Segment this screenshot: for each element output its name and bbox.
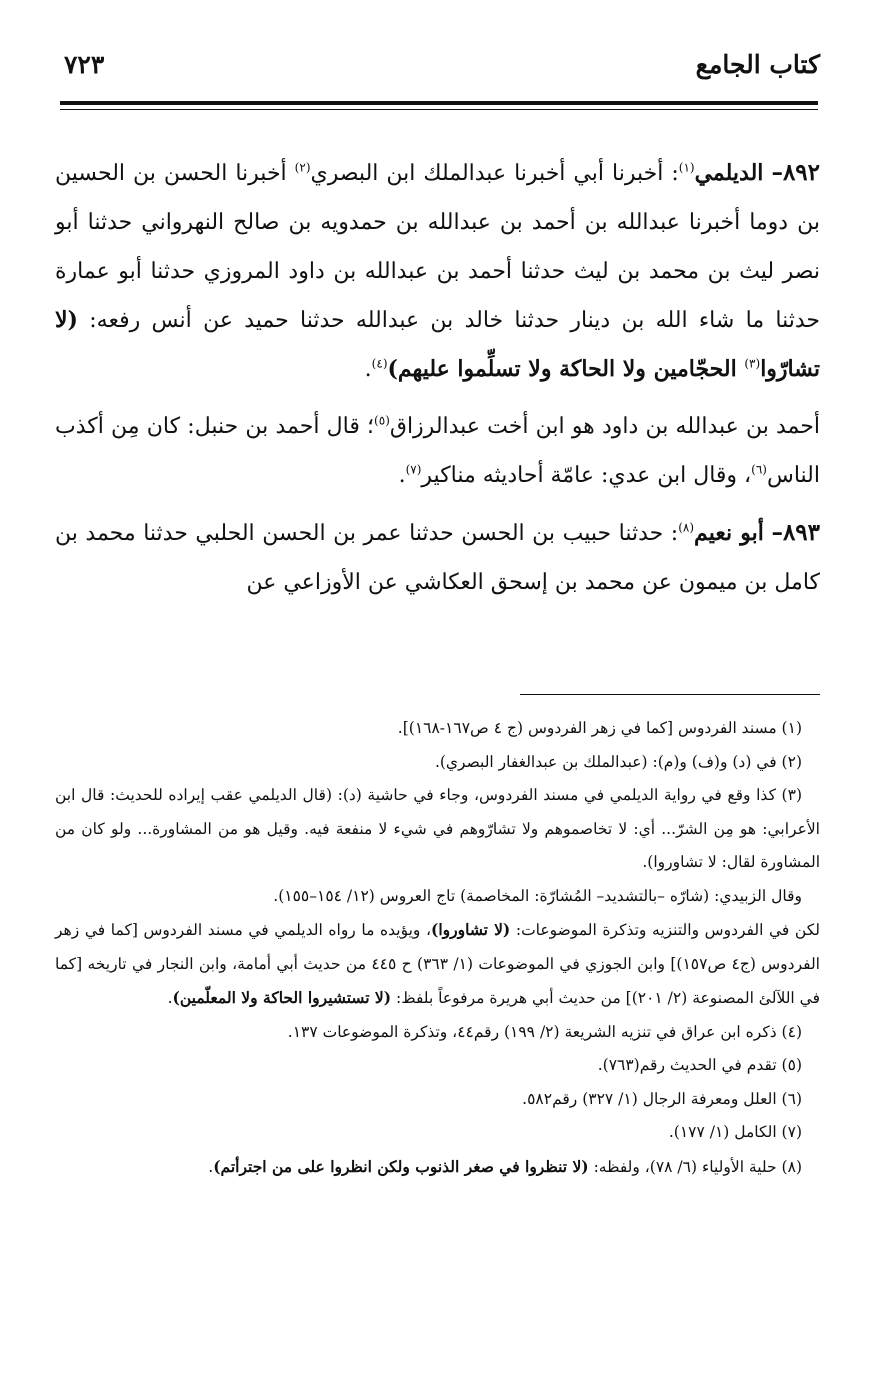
footnote-bold-quote: (لا تنظروا في صغر الذنوب ولكن انظروا على من اجترأتم) — [213, 1156, 589, 1176]
comment-text: أحمد بن عبدالله بن داود هو ابن أخت عبدالرزاق — [389, 414, 820, 439]
comment-text: ؛ قال أحمد بن حنبل: كان مِن أكذب الناس — [55, 414, 820, 488]
narrator-comment — [55, 402, 820, 500]
punctuation: . — [364, 357, 372, 382]
footnote-4: (٤) ذكره ابن عراق في تنزيه الشريعة (٢/ ١٩٩) رقم٤٤، وتذكرة الموضوعات ١٣٧. — [287, 1022, 802, 1041]
footnotes — [55, 712, 820, 1184]
hadith-number: ٨٩٣– — [771, 519, 821, 546]
footnote-ref: (٦) — [751, 462, 767, 477]
hadith-number: ٨٩٢– — [771, 159, 821, 186]
footnote-ref: (١) — [678, 160, 695, 175]
page-number: ٧٢٣ — [64, 50, 105, 79]
header-rule-thin — [60, 109, 818, 110]
footnote-ref: (٧) — [405, 462, 422, 477]
footnote-1: (١) مسند الفردوس [كما في زهر الفردوس (ج ٤ ص١٦٧-١٦٨)]. — [397, 719, 802, 737]
footnote-bold-quote: (لا تستشيروا الحاكة ولا المعلّمين) — [172, 988, 392, 1007]
isnad-text: : حدثنا حبيب بن الحسن حدثنا عمر بن الحسن الحلبي حدثنا محمد بن كامل بن ميمون عن محمد بن إسحق العكاشي عن الأوزاعي عن — [55, 521, 820, 595]
header-rule-thick — [60, 101, 818, 105]
hadith-892 — [55, 148, 820, 394]
footnote-ref: (٥) — [374, 413, 390, 428]
isnad-text: أخبرنا الحسن بن الحسين بن دوما أخبرنا عبدالله بن أحمد بن عبدالله بن حمدويه بن صالح النهرواني حدثنا أبو نصر ليث بن محمد بن ليث حدثنا أحمد بن عبدالله بن داود المروزي حدثنا أبو عمارة حدثنا ما شاء الله بن دينار حدثنا خالد بن عبدالله حدثنا حميد عن أنس رفعه: — [55, 161, 820, 333]
footnote-3: (٣) كذا وقع في رواية الديلمي في مسند الفردوس، وجاء في حاشية (د): (قال الديلمي عقب إيراده للحديث: قال ابن الأعرابي: هو مِن الشرّ... أي: لا تخاصموهم ولا تشارّوهم في شيء لا منفعة فيه. وقيل هو من المشاورة... ولو كان من المشاورة لقال: لا تشاوروا). — [55, 786, 820, 871]
matn-quote: (لا تشارّوا — [55, 307, 820, 382]
footnote-7: (٧) الكامل (١/ ١٧٧). — [668, 1123, 802, 1141]
punctuation: . — [167, 989, 173, 1007]
footnote-3-continued: وقال الزبيدي: (شارّه –بالتشديد– المُشارّة: المخاصمة) تاج العروس (١٢/ ١٥٤–١٥٥). — [273, 886, 802, 905]
footnote-ref: (٣) — [744, 356, 761, 371]
source-name: أبو نعيم — [694, 520, 764, 546]
matn-quote: الحجّامين ولا الحاكة ولا تسلِّموا عليهم) — [387, 356, 745, 382]
footnote-2: (٢) في (د) و(ف) و(م): (عبدالملك بن عبدالغفار البصري). — [434, 752, 802, 771]
footnote-3-continued — [55, 913, 820, 1016]
main-text — [55, 148, 820, 607]
footnote-ref: (٤) — [371, 356, 388, 371]
footnote-5: (٥) تقدم في الحديث رقم(٧٦٣). — [597, 1056, 802, 1074]
comment-text: ، وقال ابن عدي: عامّة أحاديثه مناكير — [421, 463, 752, 488]
punctuation: . — [208, 1157, 214, 1176]
hadith-893 — [55, 508, 820, 607]
footnote-6: (٦) العلل ومعرفة الرجال (١/ ٣٢٧) رقم٥٨٢. — [522, 1089, 802, 1108]
footnote-text: لكن في الفردوس والتنزيه وتذكرة الموضوعات: — [510, 921, 821, 939]
footnote-text: (٨) حلية الأولياء (٦/ ٧٨)، ولفظه: — [588, 1157, 802, 1176]
footnote-ref: (٨) — [678, 520, 695, 535]
running-header — [58, 48, 820, 92]
source-name: الديلمي — [694, 160, 764, 186]
footnote-ref: (٢) — [294, 160, 311, 175]
book-title: كتاب الجامع — [695, 50, 820, 79]
footnote-8 — [55, 1150, 820, 1185]
footnote-separator — [520, 694, 820, 695]
footnote-bold-quote: (لا تشاوروا) — [431, 920, 511, 939]
punctuation: . — [398, 463, 406, 488]
footnote-text: ، ويؤيده ما رواه الديلمي في مسند الفردوس [كما في زهر الفردوس (ج٤ ص١٥٧)] وابن الجوزي في الموضوعات (١/ ٣٦٣) ح ٤٤٥ من حديث أبي أمامة، وابن النجار في تاريخه [كما في اللآلئ المصنوعة (٢/ ٢٠١)] من حديث أبي هريرة مرفوعاً بلفظ: — [55, 921, 820, 1007]
isnad-text: : أخبرنا أبي أخبرنا عبدالملك ابن البصري — [310, 161, 679, 186]
